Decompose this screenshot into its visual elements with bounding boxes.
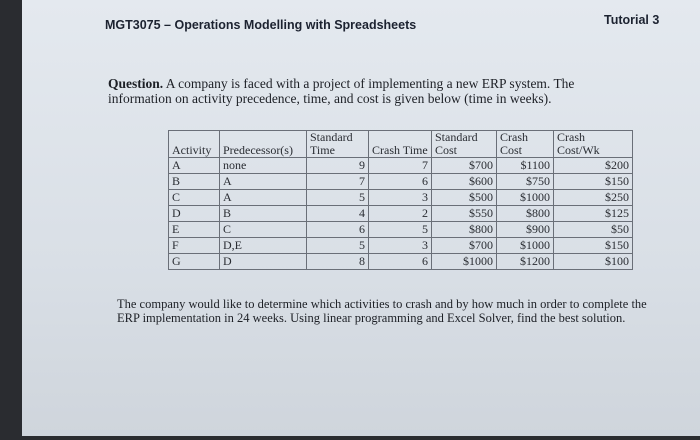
column-header: Predecessor(s): [220, 131, 307, 158]
table-cell: 5: [307, 190, 369, 206]
table-row: [169, 174, 633, 190]
course-title: MGT3075 – Operations Modelling with Spreadsheets: [105, 18, 417, 32]
table-cell: G: [169, 254, 220, 270]
table-cell: $1000: [497, 238, 554, 254]
table-cell: $250: [554, 190, 633, 206]
table-cell: $50: [554, 222, 633, 238]
table-row: [169, 254, 633, 270]
table-cell: 5: [307, 238, 369, 254]
table-cell: 7: [307, 174, 369, 190]
column-header: Standard Time: [307, 131, 369, 158]
table-cell: $600: [432, 174, 497, 190]
table-cell: $150: [554, 174, 633, 190]
activity-table: [168, 130, 633, 270]
table-cell: A: [169, 158, 220, 174]
table-cell: $700: [432, 158, 497, 174]
table-cell: D,E: [220, 238, 307, 254]
table-cell: D: [220, 254, 307, 270]
table-cell: $700: [432, 238, 497, 254]
table-cell: $125: [554, 206, 633, 222]
table-cell: 5: [369, 222, 432, 238]
table-cell: F: [169, 238, 220, 254]
table-cell: B: [220, 206, 307, 222]
tutorial-label: Tutorial 3: [604, 13, 660, 27]
table-cell: $1000: [497, 190, 554, 206]
column-header: Crash Cost/Wk: [554, 131, 633, 158]
closing-paragraph: The company would like to determine which activities to crash and by how much in order to complete the ERP implementation in 24 weeks. Using linear programming and Excel Solver, find the best solution.: [117, 297, 647, 325]
table-cell: $100: [554, 254, 633, 270]
document-page: [22, 0, 700, 436]
question-label: Question.: [108, 76, 164, 91]
table-cell: 6: [369, 174, 432, 190]
table-cell: $1000: [432, 254, 497, 270]
table-cell: D: [169, 206, 220, 222]
table-cell: 8: [307, 254, 369, 270]
table-cell: $900: [497, 222, 554, 238]
table-cell: $1100: [497, 158, 554, 174]
table-cell: $550: [432, 206, 497, 222]
table-cell: 7: [369, 158, 432, 174]
table-cell: 6: [307, 222, 369, 238]
table-cell: 9: [307, 158, 369, 174]
table-cell: $500: [432, 190, 497, 206]
table-cell: $200: [554, 158, 633, 174]
table-cell: $800: [497, 206, 554, 222]
column-header: Standard Cost: [432, 131, 497, 158]
table-row: [169, 222, 633, 238]
question-text: [108, 76, 628, 106]
table-cell: 4: [307, 206, 369, 222]
table-cell: E: [169, 222, 220, 238]
table-cell: $750: [497, 174, 554, 190]
table-cell: $150: [554, 238, 633, 254]
table-cell: B: [169, 174, 220, 190]
table-cell: 6: [369, 254, 432, 270]
table-row: [169, 238, 633, 254]
table-cell: $1200: [497, 254, 554, 270]
table-cell: A: [220, 174, 307, 190]
table-header-row: [169, 131, 633, 158]
table-row: [169, 158, 633, 174]
table-cell: C: [169, 190, 220, 206]
table-cell: 2: [369, 206, 432, 222]
column-header: Crash Cost: [497, 131, 554, 158]
table-cell: 3: [369, 190, 432, 206]
table-cell: A: [220, 190, 307, 206]
table-cell: C: [220, 222, 307, 238]
table-cell: 3: [369, 238, 432, 254]
column-header: Crash Time: [369, 131, 432, 158]
table-cell: none: [220, 158, 307, 174]
table-row: [169, 206, 633, 222]
question-body: A company is faced with a project of implementing a new ERP system. The information on activity precedence, time, and cost is given below (time in weeks).: [108, 76, 575, 106]
table-cell: $800: [432, 222, 497, 238]
column-header: Activity: [169, 131, 220, 158]
table-row: [169, 190, 633, 206]
